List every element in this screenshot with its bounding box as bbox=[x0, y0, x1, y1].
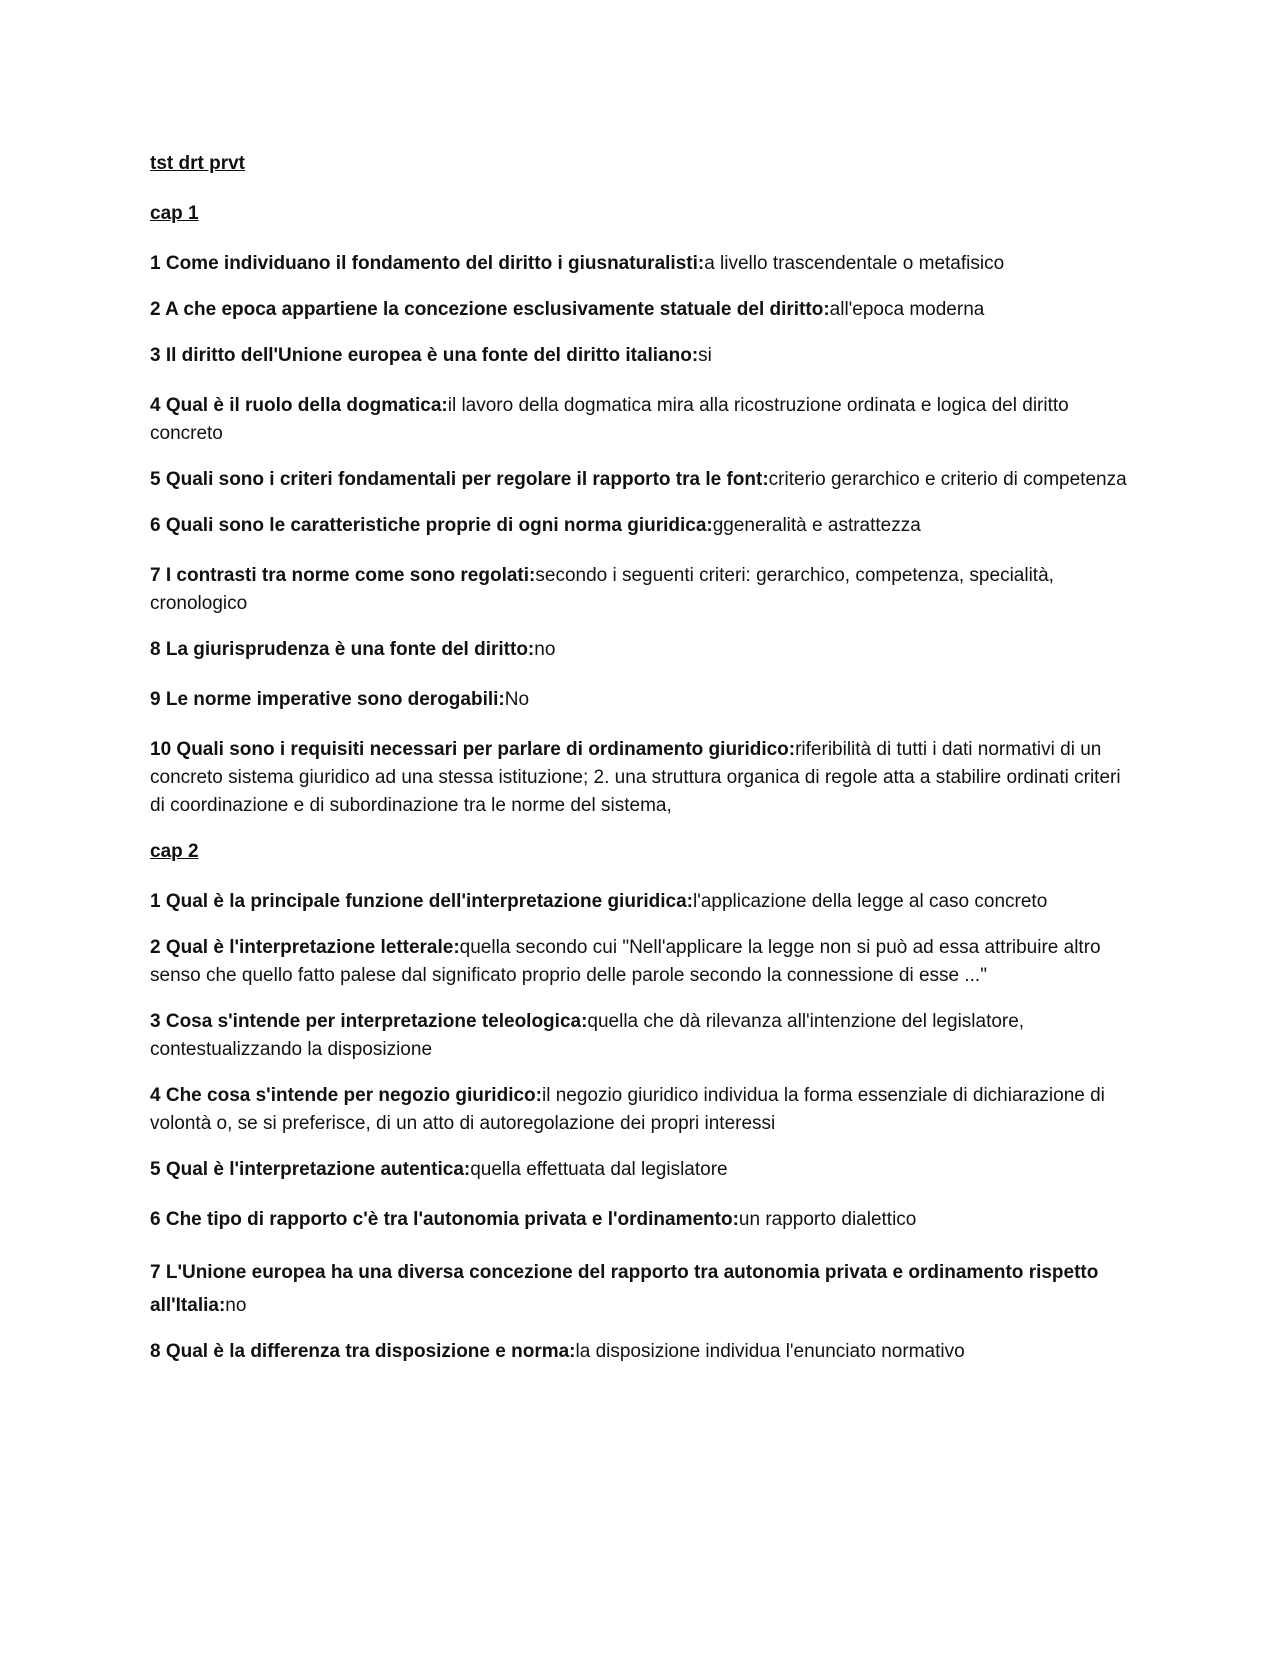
question-text: 8 Qual è la differenza tra disposizione e norma: bbox=[150, 1341, 576, 1362]
qa-item bbox=[150, 296, 1136, 324]
qa-item bbox=[150, 1156, 1136, 1184]
question-text: 3 Il diritto dell'Unione europea è una fonte del diritto italiano: bbox=[150, 345, 699, 366]
answer-text: l'applicazione della legge al caso concreto bbox=[692, 891, 1048, 912]
question-text: 3 Cosa s'intende per interpretazione teleologica: bbox=[150, 1011, 588, 1032]
answer-text: a livello trascendentale o metafisico bbox=[704, 253, 1005, 274]
answer-text: quella secondo cui "Nell'applicare la legge non si può ad essa attribuire altro senso che quello fatto palese dal significato proprio delle parole secondo la connessione di esse ..." bbox=[150, 937, 1101, 986]
section-heading-cap-1: cap 1 bbox=[150, 203, 199, 224]
answer-text: la disposizione individua l'enunciato normativo bbox=[575, 1341, 965, 1362]
answer-text: quella effettuata dal legislatore bbox=[470, 1159, 728, 1180]
question-text: 7 I contrasti tra norme come sono regolati: bbox=[150, 565, 536, 586]
answer-text: un rapporto dialettico bbox=[738, 1209, 917, 1230]
question-text: 10 Quali sono i requisiti necessari per parlare di ordinamento giuridico: bbox=[150, 739, 796, 760]
question-text: 4 Che cosa s'intende per negozio giuridico: bbox=[150, 1085, 542, 1106]
qa-item bbox=[150, 1206, 1136, 1234]
answer-text: no bbox=[225, 1295, 247, 1316]
qa-item bbox=[150, 562, 1136, 618]
qa-item bbox=[150, 250, 1136, 278]
answer-text: all'epoca moderna bbox=[829, 299, 985, 320]
question-text: 7 L'Unione europea ha una diversa concezione del rapporto tra autonomia privata e ordinamento rispetto all'Italia: bbox=[150, 1262, 1099, 1316]
question-text: 5 Qual è l'interpretazione autentica: bbox=[150, 1159, 471, 1180]
answer-text: il lavoro della dogmatica mira alla ricostruzione ordinata e logica del diritto concreto bbox=[150, 395, 1069, 444]
qa-item bbox=[150, 1082, 1136, 1138]
document-title: tst drt prvt bbox=[150, 153, 245, 174]
section-heading-cap-2: cap 2 bbox=[150, 841, 199, 862]
question-text: 4 Qual è il ruolo della dogmatica: bbox=[150, 395, 448, 416]
answer-text: secondo i seguenti criteri: gerarchico, competenza, specialità, cronologico bbox=[150, 565, 1054, 614]
qa-item bbox=[150, 736, 1136, 820]
qa-item bbox=[150, 1338, 1136, 1366]
qa-item bbox=[150, 934, 1136, 990]
qa-item bbox=[150, 636, 1136, 664]
answer-text: il negozio giuridico individua la forma essenziale di dichiarazione di volontà o, se si preferisce, di un atto di autoregolazione dei propri interessi bbox=[150, 1085, 1105, 1134]
answer-text: no bbox=[534, 639, 556, 660]
qa-item bbox=[150, 888, 1136, 916]
question-text: 5 Quali sono i criteri fondamentali per regolare il rapporto tra le font: bbox=[150, 469, 769, 490]
answer-text: si bbox=[698, 345, 712, 366]
qa-item bbox=[150, 686, 1136, 714]
qa-item bbox=[150, 1008, 1136, 1064]
qa-item bbox=[150, 466, 1136, 494]
qa-item bbox=[150, 392, 1136, 448]
answer-text: criterio gerarchico e criterio di competenza bbox=[768, 469, 1127, 490]
answer-text: riferibilità di tutti i dati normativi di un concreto sistema giuridico ad una stessa istituzione; 2. una struttura organica di regole atta a stabilire ordinati criteri di coordinazione e di subordinazione tra le norme del sistema, bbox=[150, 739, 1121, 816]
question-text: 1 Come individuano il fondamento del diritto i giusnaturalisti: bbox=[150, 253, 705, 274]
question-text: 9 Le norme imperative sono derogabili: bbox=[150, 689, 505, 710]
answer-text: No bbox=[504, 689, 530, 710]
qa-item bbox=[150, 512, 1136, 540]
answer-text: quella che dà rilevanza all'intenzione del legislatore, contestualizzando la disposizione bbox=[150, 1011, 1025, 1060]
question-text: 6 Quali sono le caratteristiche proprie di ogni norma giuridica: bbox=[150, 515, 713, 536]
question-text: 2 Qual è l'interpretazione letterale: bbox=[150, 937, 460, 958]
answer-text: ggeneralità e astrattezza bbox=[712, 515, 921, 536]
qa-item bbox=[150, 1256, 1136, 1322]
question-text: 6 Che tipo di rapporto c'è tra l'autonomia privata e l'ordinamento: bbox=[150, 1209, 739, 1230]
qa-item bbox=[150, 342, 1136, 370]
question-text: 1 Qual è la principale funzione dell'interpretazione giuridica: bbox=[150, 891, 693, 912]
question-text: 8 La giurisprudenza è una fonte del diritto: bbox=[150, 639, 535, 660]
document-page bbox=[150, 150, 1136, 1384]
question-text: 2 A che epoca appartiene la concezione esclusivamente statuale del diritto: bbox=[150, 299, 830, 320]
